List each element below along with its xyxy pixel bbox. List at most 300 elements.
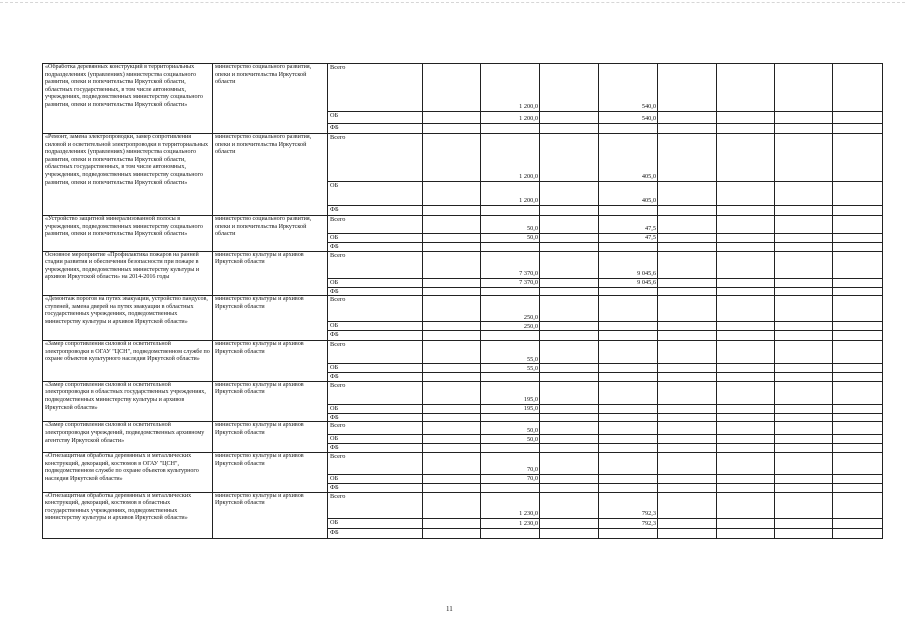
value-cell: 405,0 xyxy=(599,182,658,206)
value-cell xyxy=(658,341,717,364)
table-row xyxy=(43,452,883,474)
value-cell xyxy=(599,206,658,216)
value-cell xyxy=(423,278,481,287)
value-cell xyxy=(599,422,658,435)
value-cell xyxy=(717,234,775,243)
value-cell: 540,0 xyxy=(599,112,658,124)
value-cell xyxy=(833,251,883,278)
value-cell xyxy=(540,528,599,538)
value-cell xyxy=(775,373,833,382)
value-cell xyxy=(658,243,717,252)
value-cell xyxy=(717,134,775,182)
value-cell xyxy=(717,518,775,528)
value-cell xyxy=(775,422,833,435)
value-cell xyxy=(717,474,775,483)
value-cell xyxy=(775,322,833,331)
value-cell xyxy=(540,404,599,413)
value-cell xyxy=(540,112,599,124)
value-cell xyxy=(540,251,599,278)
value-cell xyxy=(423,112,481,124)
value-cell xyxy=(833,216,883,234)
value-cell: 47,5 xyxy=(599,234,658,243)
value-cell: 9 045,6 xyxy=(599,278,658,287)
value-cell xyxy=(658,483,717,492)
value-cell: 792,3 xyxy=(599,492,658,518)
value-cell xyxy=(717,492,775,518)
value-cell xyxy=(540,381,599,404)
value-cell xyxy=(775,124,833,134)
event-name-cell: «Устройство защитной минерализованной полосы в учреждениях, подведомственных министерству социального развития, опеки и попечительства Иркутской области» xyxy=(43,216,213,252)
value-cell xyxy=(658,413,717,422)
value-cell xyxy=(481,413,540,422)
value-cell xyxy=(658,364,717,373)
value-cell xyxy=(423,206,481,216)
value-cell xyxy=(481,331,540,341)
value-cell xyxy=(599,364,658,373)
value-cell xyxy=(833,278,883,287)
value-cell xyxy=(658,182,717,206)
value-cell xyxy=(599,243,658,252)
source-ob-cell: ОБ xyxy=(328,112,423,124)
value-cell xyxy=(658,528,717,538)
value-cell xyxy=(775,216,833,234)
value-cell xyxy=(423,216,481,234)
value-cell xyxy=(540,216,599,234)
value-cell xyxy=(540,331,599,341)
value-cell: 1 230,0 xyxy=(481,518,540,528)
source-total-cell: Всего xyxy=(328,452,423,474)
value-cell: 7 370,0 xyxy=(481,278,540,287)
value-cell xyxy=(775,331,833,341)
value-cell xyxy=(775,492,833,518)
value-cell xyxy=(423,413,481,422)
table-row xyxy=(43,296,883,322)
executor-cell: министерство культуры и архивов Иркутской области xyxy=(213,492,328,538)
value-cell xyxy=(658,373,717,382)
executor-cell: министерство культуры и архивов Иркутской области xyxy=(213,452,328,492)
value-cell xyxy=(658,331,717,341)
value-cell xyxy=(658,381,717,404)
value-cell xyxy=(481,206,540,216)
source-total-cell: Всего xyxy=(328,422,423,435)
value-cell xyxy=(423,373,481,382)
value-cell xyxy=(540,134,599,182)
value-cell xyxy=(423,422,481,435)
value-cell xyxy=(658,251,717,278)
value-cell xyxy=(775,112,833,124)
value-cell xyxy=(540,341,599,364)
value-cell xyxy=(658,124,717,134)
source-fb-cell: ФБ xyxy=(328,444,423,453)
value-cell xyxy=(658,452,717,474)
value-cell xyxy=(540,206,599,216)
value-cell xyxy=(540,483,599,492)
value-cell xyxy=(775,444,833,453)
value-cell xyxy=(540,444,599,453)
value-cell xyxy=(775,404,833,413)
value-cell xyxy=(481,373,540,382)
value-cell: 1 200,0 xyxy=(481,64,540,112)
value-cell xyxy=(775,278,833,287)
source-ob-cell: ОБ xyxy=(328,435,423,444)
value-cell xyxy=(658,444,717,453)
value-cell xyxy=(833,422,883,435)
source-total-cell: Всего xyxy=(328,381,423,404)
value-cell xyxy=(599,331,658,341)
value-cell xyxy=(481,483,540,492)
value-cell xyxy=(717,243,775,252)
value-cell xyxy=(599,341,658,364)
value-cell xyxy=(717,381,775,404)
value-cell xyxy=(658,404,717,413)
value-cell xyxy=(775,134,833,182)
value-cell xyxy=(833,64,883,112)
value-cell xyxy=(423,528,481,538)
value-cell xyxy=(599,124,658,134)
source-total-cell: Всего xyxy=(328,216,423,234)
table-row xyxy=(43,492,883,518)
value-cell xyxy=(833,234,883,243)
value-cell xyxy=(423,243,481,252)
value-cell xyxy=(540,474,599,483)
event-name-cell: «Демонтаж порогов на путях эвакуации, устройство пандусов, ступеней, замена дверей на путях эвакуации в областных государственных учреждениях, подведомственных министерству культуры и архивов Иркутской области» xyxy=(43,296,213,341)
value-cell xyxy=(599,435,658,444)
value-cell xyxy=(540,422,599,435)
value-cell xyxy=(833,444,883,453)
value-cell xyxy=(775,364,833,373)
value-cell: 70,0 xyxy=(481,474,540,483)
value-cell: 70,0 xyxy=(481,452,540,474)
value-cell xyxy=(540,124,599,134)
value-cell xyxy=(599,287,658,296)
value-cell xyxy=(540,182,599,206)
value-cell: 47,5 xyxy=(599,216,658,234)
event-name-cell: «Замер сопротивления силовой и осветительной электропроводки учреждений, подведомственных архивному агентству Иркутской области» xyxy=(43,422,213,453)
value-cell: 250,0 xyxy=(481,296,540,322)
value-cell xyxy=(717,341,775,364)
value-cell xyxy=(540,322,599,331)
source-fb-cell: ФБ xyxy=(328,483,423,492)
value-cell xyxy=(658,322,717,331)
value-cell: 50,0 xyxy=(481,216,540,234)
value-cell xyxy=(540,64,599,112)
value-cell xyxy=(833,518,883,528)
value-cell xyxy=(833,331,883,341)
value-cell xyxy=(717,364,775,373)
page-number: 11 xyxy=(446,605,453,613)
value-cell: 195,0 xyxy=(481,404,540,413)
value-cell: 195,0 xyxy=(481,381,540,404)
event-name-cell: «Ремонт, замена электропроводки, замер сопротивления силовой и осветительной электропроводки в территориальных подразделениях (управлениях) министерства социального развития, опеки и попечительства Иркутской области, областных государственных, в том числе автономных, учреждениях, подведомственных министерству социального развития, опеки и попечительства Иркутской области» xyxy=(43,134,213,216)
value-cell: 9 045,6 xyxy=(599,251,658,278)
value-cell xyxy=(599,483,658,492)
value-cell xyxy=(833,492,883,518)
value-cell xyxy=(423,124,481,134)
executor-cell: министерство культуры и архивов Иркутской области xyxy=(213,296,328,341)
value-cell xyxy=(540,452,599,474)
value-cell xyxy=(658,112,717,124)
source-total-cell: Всего xyxy=(328,64,423,112)
value-cell xyxy=(423,331,481,341)
value-cell xyxy=(423,296,481,322)
value-cell xyxy=(833,124,883,134)
source-fb-cell: ФБ xyxy=(328,124,423,134)
value-cell xyxy=(599,322,658,331)
value-cell xyxy=(717,404,775,413)
value-cell xyxy=(423,492,481,518)
value-cell: 1 200,0 xyxy=(481,134,540,182)
source-total-cell: Всего xyxy=(328,134,423,182)
value-cell xyxy=(540,518,599,528)
value-cell xyxy=(423,341,481,364)
value-cell xyxy=(833,474,883,483)
value-cell xyxy=(775,518,833,528)
value-cell xyxy=(599,528,658,538)
source-fb-cell: ФБ xyxy=(328,413,423,422)
value-cell xyxy=(717,435,775,444)
value-cell xyxy=(599,404,658,413)
value-cell xyxy=(775,296,833,322)
value-cell xyxy=(423,483,481,492)
value-cell xyxy=(833,296,883,322)
value-cell xyxy=(540,435,599,444)
value-cell xyxy=(658,216,717,234)
value-cell xyxy=(599,474,658,483)
table-row xyxy=(43,251,883,278)
value-cell xyxy=(717,206,775,216)
value-cell xyxy=(775,381,833,404)
value-cell: 792,3 xyxy=(599,518,658,528)
value-cell xyxy=(833,381,883,404)
budget-table xyxy=(42,63,883,539)
value-cell xyxy=(717,444,775,453)
value-cell xyxy=(540,234,599,243)
value-cell xyxy=(658,435,717,444)
source-fb-cell: ФБ xyxy=(328,243,423,252)
value-cell xyxy=(717,216,775,234)
table-row xyxy=(43,134,883,182)
value-cell xyxy=(423,234,481,243)
event-name-cell: «Огнезащитная обработка деревянных и металлических конструкций, декораций, костюмов в ОГАУ "ЦСН", подведомственном службе по охране объектов культурного наследия Иркутской области» xyxy=(43,452,213,492)
value-cell xyxy=(833,528,883,538)
value-cell xyxy=(481,444,540,453)
value-cell: 1 200,0 xyxy=(481,112,540,124)
value-cell xyxy=(775,287,833,296)
value-cell xyxy=(833,404,883,413)
value-cell xyxy=(481,287,540,296)
event-name-cell: «Огнезащитная обработка деревянных и металлических конструкций, декораций, костюмов в областных государственных учреждениях, подведомственных министерству культуры и архивов Иркутской области» xyxy=(43,492,213,538)
value-cell xyxy=(833,364,883,373)
value-cell xyxy=(775,435,833,444)
value-cell xyxy=(717,182,775,206)
value-cell xyxy=(833,112,883,124)
value-cell xyxy=(833,182,883,206)
source-ob-cell: ОБ xyxy=(328,278,423,287)
value-cell xyxy=(599,373,658,382)
value-cell xyxy=(658,474,717,483)
source-total-cell: Всего xyxy=(328,296,423,322)
value-cell xyxy=(599,452,658,474)
value-cell xyxy=(423,404,481,413)
value-cell xyxy=(717,287,775,296)
value-cell xyxy=(481,124,540,134)
value-cell xyxy=(833,373,883,382)
source-ob-cell: ОБ xyxy=(328,518,423,528)
event-name-cell: «Замер сопротивления силовой и осветительной электропроводки в областных государственных учреждениях, подведомственных министерству культуры и архивов Иркутской области» xyxy=(43,381,213,422)
value-cell xyxy=(540,278,599,287)
value-cell xyxy=(658,234,717,243)
value-cell xyxy=(423,474,481,483)
value-cell xyxy=(658,422,717,435)
value-cell xyxy=(833,435,883,444)
value-cell: 50,0 xyxy=(481,435,540,444)
value-cell xyxy=(423,518,481,528)
value-cell xyxy=(540,296,599,322)
value-cell xyxy=(423,364,481,373)
value-cell xyxy=(775,243,833,252)
value-cell xyxy=(775,483,833,492)
value-cell xyxy=(833,134,883,182)
executor-cell: министерство культуры и архивов Иркутской области xyxy=(213,251,328,296)
value-cell xyxy=(540,492,599,518)
value-cell xyxy=(423,287,481,296)
value-cell xyxy=(717,422,775,435)
value-cell xyxy=(833,483,883,492)
value-cell xyxy=(423,134,481,182)
value-cell xyxy=(717,278,775,287)
value-cell xyxy=(540,287,599,296)
value-cell xyxy=(775,206,833,216)
value-cell: 50,0 xyxy=(481,234,540,243)
value-cell xyxy=(599,413,658,422)
source-ob-cell: ОБ xyxy=(328,234,423,243)
source-ob-cell: ОБ xyxy=(328,182,423,206)
source-total-cell: Всего xyxy=(328,492,423,518)
value-cell xyxy=(423,444,481,453)
value-cell xyxy=(481,243,540,252)
source-ob-cell: ОБ xyxy=(328,474,423,483)
value-cell xyxy=(775,413,833,422)
value-cell xyxy=(775,452,833,474)
value-cell: 405,0 xyxy=(599,134,658,182)
value-cell xyxy=(540,373,599,382)
source-fb-cell: ФБ xyxy=(328,331,423,341)
value-cell xyxy=(717,296,775,322)
value-cell: 250,0 xyxy=(481,322,540,331)
value-cell xyxy=(540,364,599,373)
executor-cell: министерство социального развития, опеки и попечительства Иркутской области xyxy=(213,134,328,216)
value-cell xyxy=(833,322,883,331)
value-cell: 7 370,0 xyxy=(481,251,540,278)
executor-cell: министерство культуры и архивов Иркутской области xyxy=(213,381,328,422)
value-cell xyxy=(775,474,833,483)
value-cell xyxy=(717,528,775,538)
value-cell: 55,0 xyxy=(481,364,540,373)
value-cell xyxy=(717,251,775,278)
executor-cell: министерство культуры и архивов Иркутской области xyxy=(213,341,328,382)
executor-cell: министерство культуры и архивов Иркутской области xyxy=(213,422,328,453)
value-cell xyxy=(658,296,717,322)
value-cell xyxy=(833,341,883,364)
value-cell xyxy=(540,413,599,422)
value-cell xyxy=(717,112,775,124)
event-name-cell: Основное мероприятие «Профилактика пожаров на ранней стадии развития и обеспечения безопасности при пожаре в учреждениях, подведомственных министерству культуры и архивов Иркутской области» на 2014-2016 годы xyxy=(43,251,213,296)
source-total-cell: Всего xyxy=(328,341,423,364)
value-cell xyxy=(423,64,481,112)
value-cell xyxy=(717,64,775,112)
source-fb-cell: ФБ xyxy=(328,206,423,216)
value-cell xyxy=(658,278,717,287)
value-cell xyxy=(833,452,883,474)
table-row xyxy=(43,341,883,364)
table-row xyxy=(43,422,883,435)
value-cell: 1 230,0 xyxy=(481,492,540,518)
executor-cell: министерство социального развития, опеки и попечительства Иркутской области xyxy=(213,64,328,134)
event-name-cell: «Замер сопротивления силовой и осветительной электропроводки в ОГАУ "ЦСН", подведомственном службе по охране объектов культурного наследия Иркутской области» xyxy=(43,341,213,382)
value-cell xyxy=(775,528,833,538)
value-cell xyxy=(775,182,833,206)
scan-artifact-line xyxy=(0,2,905,7)
value-cell xyxy=(599,444,658,453)
value-cell xyxy=(658,287,717,296)
value-cell xyxy=(423,452,481,474)
value-cell xyxy=(775,234,833,243)
value-cell xyxy=(658,64,717,112)
value-cell xyxy=(717,373,775,382)
value-cell xyxy=(775,341,833,364)
value-cell xyxy=(833,206,883,216)
table-row xyxy=(43,64,883,112)
value-cell xyxy=(717,452,775,474)
value-cell xyxy=(775,64,833,112)
value-cell xyxy=(717,413,775,422)
value-cell xyxy=(599,296,658,322)
value-cell xyxy=(833,413,883,422)
value-cell xyxy=(775,251,833,278)
source-fb-cell: ФБ xyxy=(328,373,423,382)
source-ob-cell: ОБ xyxy=(328,322,423,331)
value-cell xyxy=(658,492,717,518)
value-cell xyxy=(423,182,481,206)
value-cell: 1 200,0 xyxy=(481,182,540,206)
value-cell xyxy=(717,322,775,331)
value-cell xyxy=(658,518,717,528)
table-body xyxy=(43,64,883,539)
value-cell xyxy=(423,381,481,404)
value-cell: 50,0 xyxy=(481,422,540,435)
value-cell xyxy=(599,381,658,404)
source-total-cell: Всего xyxy=(328,251,423,278)
value-cell xyxy=(717,124,775,134)
source-fb-cell: ФБ xyxy=(328,287,423,296)
source-ob-cell: ОБ xyxy=(328,364,423,373)
value-cell xyxy=(717,483,775,492)
source-fb-cell: ФБ xyxy=(328,528,423,538)
value-cell: 55,0 xyxy=(481,341,540,364)
executor-cell: министерство социального развития, опеки и попечительства Иркутской области xyxy=(213,216,328,252)
value-cell xyxy=(423,251,481,278)
value-cell xyxy=(833,243,883,252)
source-ob-cell: ОБ xyxy=(328,404,423,413)
value-cell xyxy=(423,435,481,444)
event-name-cell: «Обработка деревянных конструкций в территориальных подразделениях (управлениях) министерства социального развития, опеки и попечительства Иркутской области, областных государственных, в том числе автономных, учреждениях, подведомственных министерству социального развития, опеки и попечительства Иркутской области» xyxy=(43,64,213,134)
table-row xyxy=(43,216,883,234)
value-cell xyxy=(423,322,481,331)
value-cell xyxy=(833,287,883,296)
table-row xyxy=(43,381,883,404)
value-cell xyxy=(658,206,717,216)
value-cell xyxy=(481,528,540,538)
